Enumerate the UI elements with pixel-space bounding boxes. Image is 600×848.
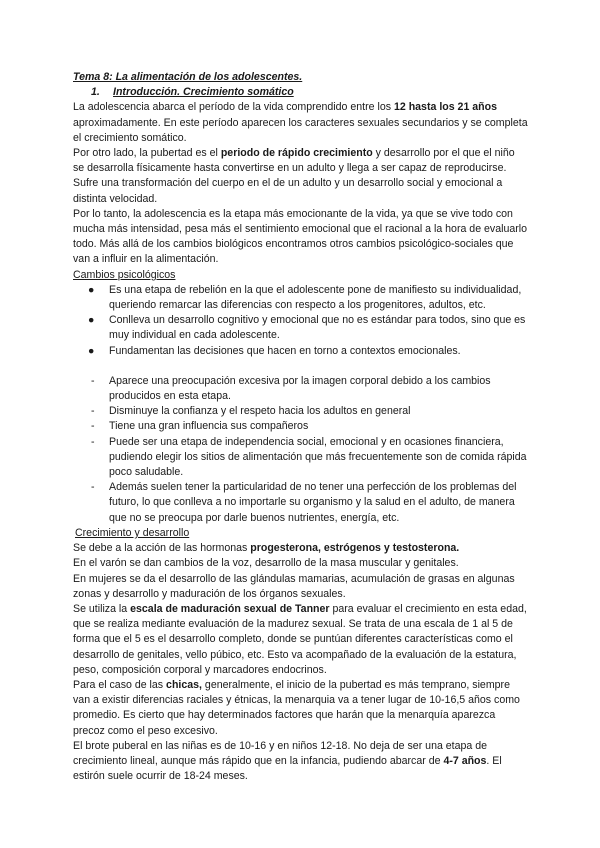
list-item: [73, 313, 528, 343]
intro-paragraph-2: [73, 146, 528, 207]
section-heading-introduccion: [91, 85, 528, 100]
crecimiento-paragraph-4: [73, 602, 528, 678]
dash-marker: -: [91, 374, 95, 387]
list-item: [73, 404, 528, 419]
list-item: [73, 435, 528, 481]
list-item-text: Puede ser una etapa de independencia social, emocional y en ocasiones financiera, pudiendo elegir los sitios de alimentación que más frecuentemente son de comida rápida poco saludable.: [109, 435, 527, 479]
crecimiento-paragraph-3: En mujeres se da el desarrollo de las glándulas mamarias, acumulación de grasas en algunas zonas y desarrollo y maduración de los órganos sexuales.: [73, 572, 515, 600]
dash-marker: -: [91, 405, 95, 418]
list-item: [73, 480, 528, 526]
bold-run: 12 hasta los 21 años: [393, 101, 498, 114]
text-run: Para el caso de las: [73, 678, 167, 691]
crecimiento-paragraph-6: [73, 739, 528, 785]
crecimiento-paragraph-2: En el varón se dan cambios de la voz, desarrollo de la masa muscular y genitales.: [73, 557, 459, 570]
text-run: El brote puberal en las niñas es de 10-16 y en niños 12-18. No deja de ser una etapa de crecimiento lineal, aunque más rápido que en la infancia, pudiendo abarcar de: [73, 739, 488, 767]
bullet-marker: ●: [88, 344, 95, 357]
section-label-cambios-psicologicos: Cambios psicológicos: [73, 268, 176, 281]
list-item-text: Además suelen tener la particularidad de no tener una perfección de los problemas del futuro, lo que conlleva a no importarle su organismo y la salud en el adulto, de manera que no se preocupa por darle buenos nutrientes, energía, etc.: [109, 481, 517, 524]
section-label-crecimiento-desarrollo: Crecimiento y desarrollo: [75, 526, 190, 539]
dash-marker: -: [91, 481, 95, 494]
dash-marker: -: [91, 435, 95, 448]
text-run: Por otro lado, la pubertad es el: [73, 147, 221, 160]
bold-run: chicas,: [166, 678, 202, 691]
intro-paragraph-3: Por lo tanto, la adolescencia es la etapa más emocionante de la vida, ya que se vive todo con mucha más intensidad, pesa más el sentimiento emocional que el racional a la hora de evaluarlo todo. Más allá de los cambios biológicos encontramos otros cambios psicológico-sociales que van a influir en la alimentación.: [73, 207, 528, 266]
dash-marker: -: [91, 420, 95, 433]
list-item-text: Disminuye la confianza y el respeto hacia los adultos en general: [109, 405, 411, 418]
text-run: aproximadamente. En este período aparecen los caracteres sexuales secundarios y se completa el crecimiento somático.: [73, 116, 528, 144]
blank-line: [73, 359, 528, 374]
bold-run: periodo de rápido crecimiento: [220, 147, 373, 160]
heading-number: 1.: [91, 86, 100, 99]
list-item-text: Es una etapa de rebelión en la que el adolescente pone de manifiesto su individualidad, queriendo remarcar las diferencias con respecto a los progenitores, adultos, etc.: [109, 283, 522, 312]
text-run: Se utiliza la: [73, 602, 131, 615]
bold-run: 4-7 años: [443, 754, 487, 767]
list-item-text: Fundamentan las decisiones que hacen en torno a contextos emocionales.: [109, 344, 461, 357]
list-item-text: Conlleva un desarrollo cognitivo y emocional que no es estándar para todos, sino que es muy individual en cada adolescente.: [109, 314, 526, 342]
list-item: [73, 283, 528, 313]
text-run: y desarrollo por el que el niño se desarrolla físicamente hasta convertirse en un adulto y llega a ser capaz de reproducirse. Sufre una transformación del cuerpo en el de un adulto y un desarrollo social y emocional a distinta velocidad.: [73, 147, 515, 205]
document-title: Tema 8: La alimentación de los adolescentes.: [73, 71, 303, 83]
crecimiento-paragraph-5: [73, 678, 528, 739]
bullet-marker: ●: [88, 314, 95, 327]
bold-run: progesterona, estrógenos y testosterona.: [250, 542, 460, 555]
bullet-list: [73, 283, 528, 359]
bold-run: escala de maduración sexual de Tanner: [130, 602, 330, 615]
document-page: [73, 70, 528, 784]
list-item-text: Aparece una preocupación excesiva por la imagen corporal debido a los cambios producidos en esta etapa.: [109, 374, 491, 403]
text-run: generalmente, el inicio de la pubertad es más temprano, siempre van a existir diferencias raciales y étnicas, la menarquia va a tener lugar de 10-16,5 años como promedio. Es cierto que hay determinados factores que harán que la menarquía aparezca precoz como el peso excesivo.: [73, 678, 520, 737]
list-item: [73, 374, 528, 404]
intro-paragraph-1: [73, 100, 528, 146]
text-run: La adolescencia abarca el período de la vida comprendido entre los: [73, 101, 394, 114]
text-run: Se debe a la acción de las hormonas: [73, 542, 251, 555]
heading-text: Introducción. Crecimiento somático: [113, 86, 294, 99]
list-item: [73, 419, 528, 434]
list-item: [73, 344, 528, 359]
text-run: para evaluar el crecimiento en esta edad, que se realiza mediante evaluación de la madurez sexual. Se trata de una escala de 1 al 5 de forma que el 5 es el desarrollo completo, donde se puntúan diferentes características como el desarrollo de genitales, vello púbico, etc. Esto va acompañado de la evaluación de la estatura, peso, composición corporal y marcadores endocrinos.: [73, 602, 527, 676]
crecimiento-paragraph-1: [73, 541, 528, 556]
dash-list: [73, 374, 528, 526]
list-item-text: Tiene una gran influencia sus compañeros: [109, 420, 309, 433]
text-run: . El estirón suele ocurrir de 18-24 meses.: [73, 754, 502, 783]
bullet-marker: ●: [88, 283, 95, 296]
